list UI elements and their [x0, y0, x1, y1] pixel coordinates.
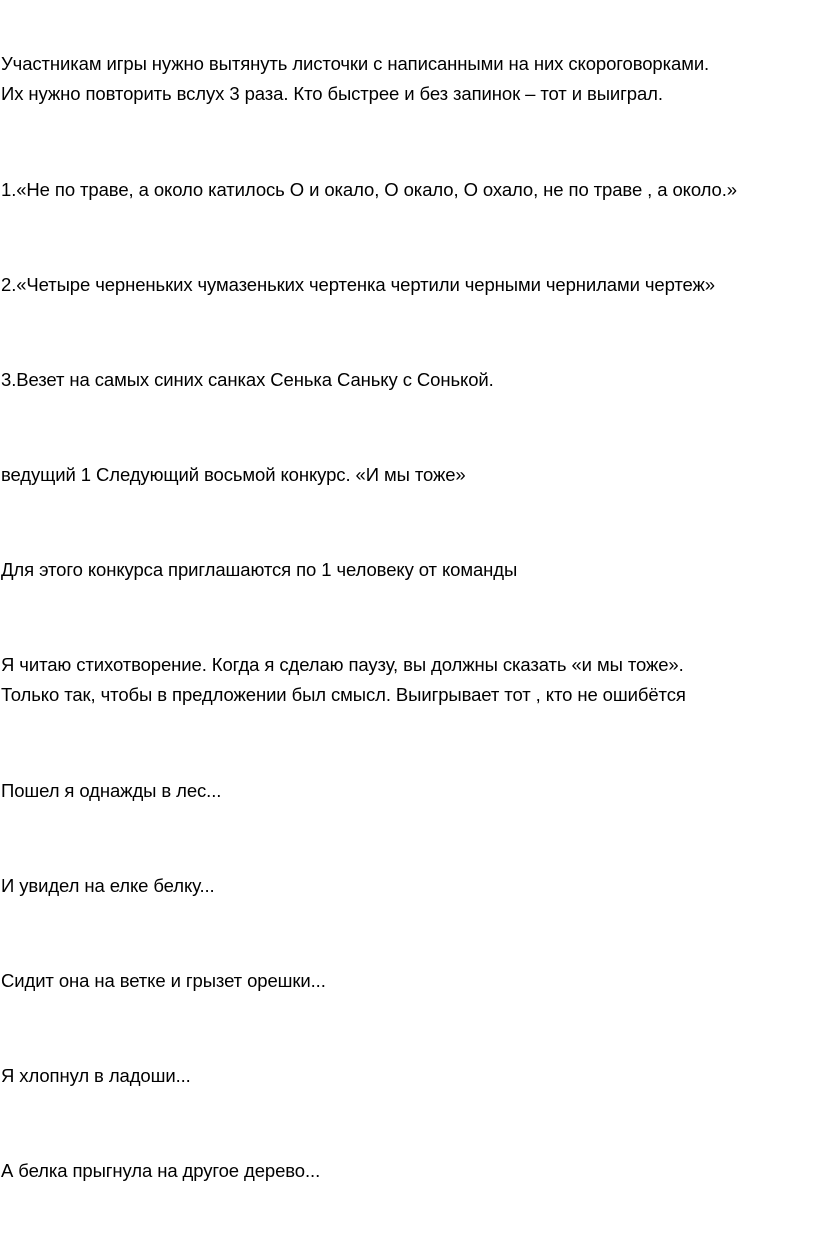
poem-line-4 — [1, 1061, 813, 1091]
invite-line: Для этого конкурса приглашаются по 1 человеку от команды — [1, 559, 518, 580]
poem-line-3 — [1, 966, 813, 996]
host-announcement — [1, 460, 813, 490]
invite-paragraph — [1, 555, 813, 585]
rules-line-1: Я читаю стихотворение. Когда я сделаю паузу, вы должны сказать «и мы тоже». — [1, 654, 684, 675]
rules-line-2: Только так, чтобы в предложении был смысл. Выигрывает тот , кто не ошибётся — [1, 684, 686, 705]
tongue-twister-3 — [1, 365, 813, 395]
tongue-twister-2 — [1, 270, 813, 300]
poem-text: Я хлопнул в ладоши... — [1, 1065, 191, 1086]
poem-line-2 — [1, 871, 813, 901]
tongue-twister-text: 2.«Четыре черненьких чумазеньких чертенка чертили черными чернилами чертеж» — [1, 274, 716, 295]
poem-line-5 — [1, 1156, 813, 1186]
poem-text: Пошел я однажды в лес... — [1, 780, 222, 801]
poem-text: Сидит она на ветке и грызет орешки... — [1, 970, 326, 991]
intro-line-1: Участникам игры нужно вытянуть листочки с написанными на них скороговорками. — [1, 53, 710, 74]
tongue-twister-text: 3.Везет на самых синих санках Сенька Саньку с Сонькой. — [1, 369, 494, 390]
host-line: ведущий 1 Следующий восьмой конкурс. «И мы тоже» — [1, 464, 466, 485]
rules-paragraph — [1, 650, 813, 710]
intro-line-2: Их нужно повторить вслух 3 раза. Кто быстрее и без запинок – тот и выиграл. — [1, 83, 663, 104]
poem-text: А белка прыгнула на другое дерево... — [1, 1160, 321, 1181]
poem-line-1 — [1, 776, 813, 806]
tongue-twister-text: 1.«Не по траве, а около катилось О и окало, О окало, О охало, не по траве , а около.» — [1, 179, 737, 200]
poem-text: И увидел на елке белку... — [1, 875, 215, 896]
tongue-twister-1 — [1, 175, 813, 205]
intro-paragraph — [1, 49, 813, 109]
